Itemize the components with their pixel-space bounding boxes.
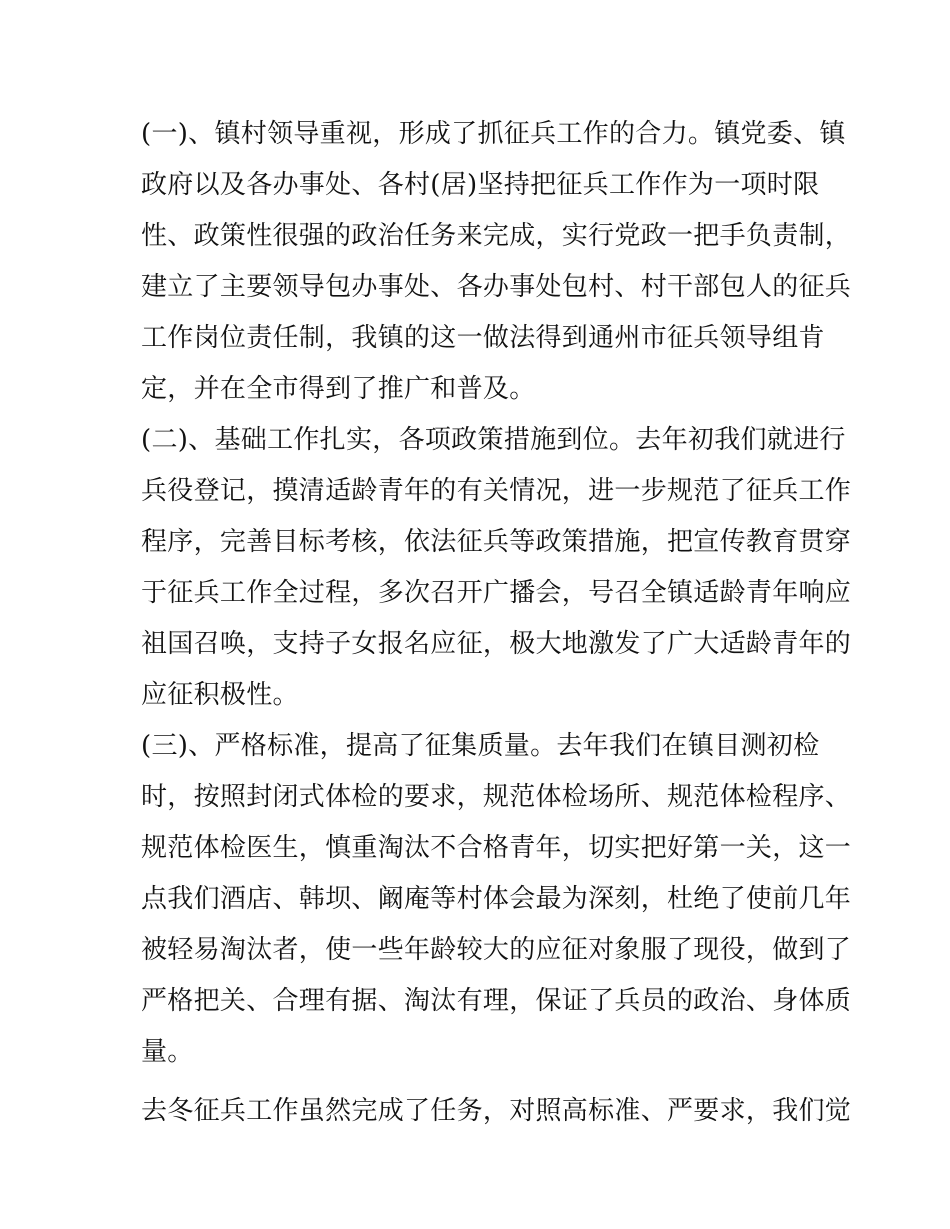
text-line: 应征积极性。 xyxy=(141,680,299,710)
text-line: 被轻易淘汰者，使一些年龄较大的应征对象服了现役，做到了 xyxy=(141,935,852,965)
text-line: 祖国召唤，支持子女报名应征，极大地激发了广大适龄青年的 xyxy=(141,629,852,659)
paragraph-spacer xyxy=(141,1078,821,1086)
paragraph-2 xyxy=(141,415,852,721)
text-line: 建立了主要领导包办事处、各办事处包村、村干部包人的征兵 xyxy=(141,272,852,302)
paragraph-3 xyxy=(141,721,852,1078)
text-line: 严格把关、合理有据、淘汰有理，保证了兵员的政治、身体质 xyxy=(141,986,852,1016)
text-line: (一)、镇村领导重视，形成了抓征兵工作的合力。镇党委、镇 xyxy=(141,119,846,149)
paragraph-4 xyxy=(141,1086,852,1137)
text-line: 定，并在全市得到了推广和普及。 xyxy=(141,374,536,404)
text-line: 去冬征兵工作虽然完成了任务，对照高标准、严要求，我们觉 xyxy=(141,1096,852,1126)
paragraph-1 xyxy=(141,109,852,415)
text-line: 性、政策性很强的政治任务来完成，实行党政一把手负责制， xyxy=(141,221,852,251)
text-line: 于征兵工作全过程，多次召开广播会，号召全镇适龄青年响应 xyxy=(141,578,852,608)
text-line: 程序，完善目标考核，依法征兵等政策措施，把宣传教育贯穿 xyxy=(141,527,852,557)
text-line: (三)、严格标准，提高了征集质量。去年我们在镇目测初检 xyxy=(141,731,820,761)
text-line: 点我们酒店、韩坝、阚庵等村体会最为深刻，杜绝了使前几年 xyxy=(141,884,852,914)
document-body xyxy=(141,109,852,1137)
text-line: 时，按照封闭式体检的要求，规范体检场所、规范体检程序、 xyxy=(141,782,852,812)
text-line: 规范体检医生，慎重淘汰不合格青年，切实把好第一关，这一 xyxy=(141,833,852,863)
text-line: 工作岗位责任制，我镇的这一做法得到通州市征兵领导组肯 xyxy=(141,323,825,353)
text-line: 政府以及各办事处、各村(居)坚持把征兵工作作为一项时限 xyxy=(141,170,820,200)
text-line: 量。 xyxy=(141,1037,194,1067)
text-line: 兵役登记，摸清适龄青年的有关情况，进一步规范了征兵工作 xyxy=(141,476,852,506)
text-line: (二)、基础工作扎实，各项政策措施到位。去年初我们就进行 xyxy=(141,425,846,455)
